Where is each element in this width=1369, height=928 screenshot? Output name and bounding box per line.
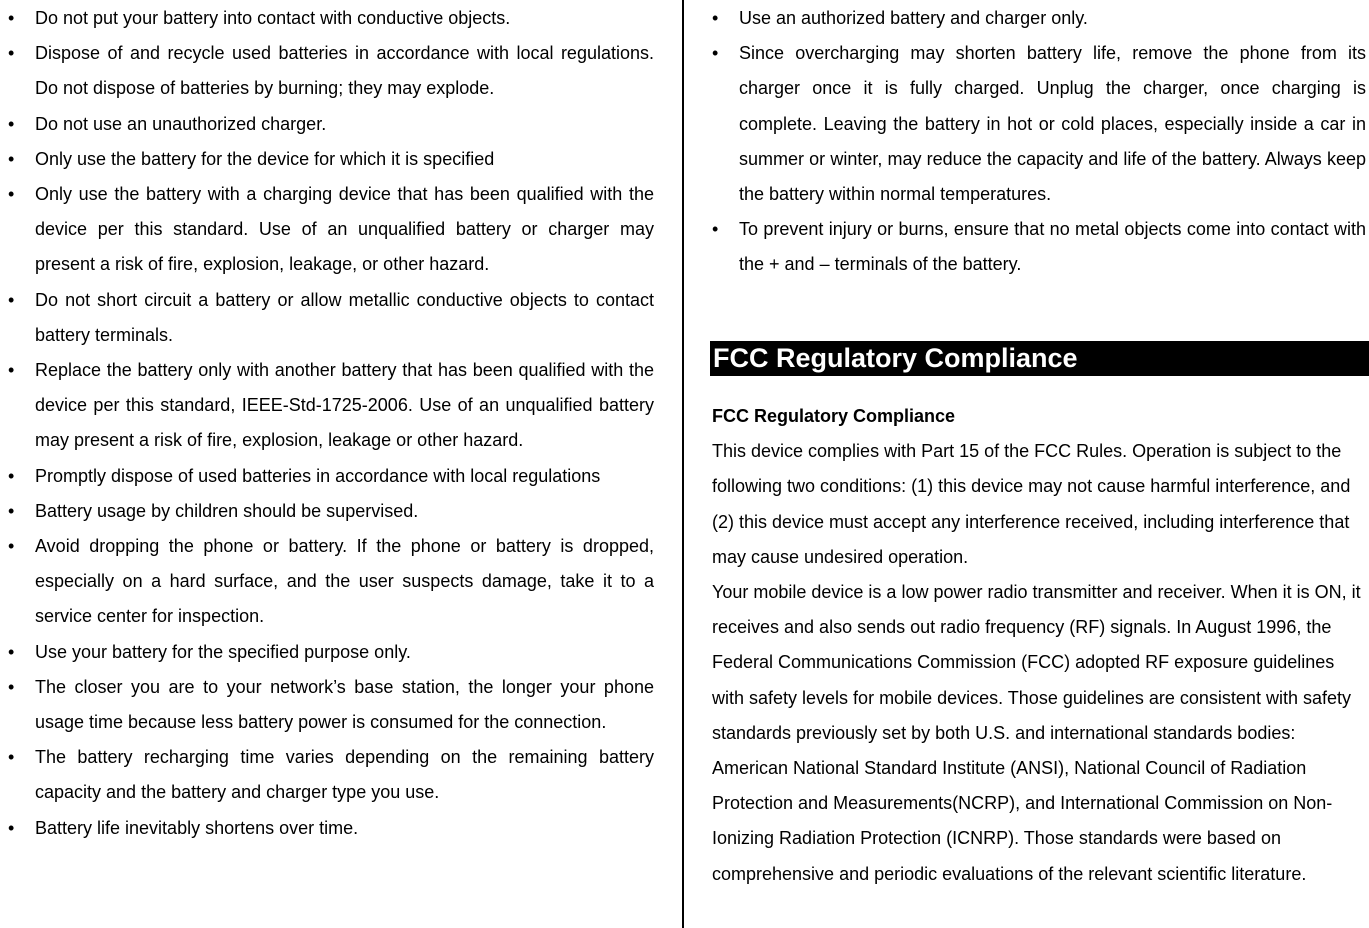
fcc-compliance-section: [712, 399, 1366, 892]
list-item: [8, 529, 654, 635]
list-item: [8, 283, 654, 353]
list-item: [8, 494, 654, 529]
column-divider: [682, 0, 684, 928]
bullet-icon: •: [8, 148, 15, 169]
fcc-paragraph-conditions: This device complies with Part 15 of the FCC Rules. Operation is subject to the following two conditions: (1) this device may not cause harmful interference, and (2) this device must accept any interference received, including interference that may cause undesired operation.: [712, 441, 1351, 567]
bullet-icon: •: [712, 43, 719, 64]
bullet-icon: •: [712, 219, 719, 240]
list-item-text: Battery life inevitably shortens over time.: [35, 817, 359, 838]
list-item-text: Use an authorized battery and charger only.: [739, 8, 1088, 28]
bullet-icon: •: [8, 8, 15, 28]
list-item: [8, 670, 654, 740]
list-item: [8, 142, 654, 177]
list-item-text: Do not put your battery into contact with conductive objects.: [35, 8, 511, 28]
bullet-icon: •: [8, 184, 15, 205]
list-item: [8, 107, 654, 142]
bullet-icon: •: [8, 43, 15, 64]
list-item-text: Only use the battery with a charging device that has been qualified with the device per this standard. Use of an unqualified battery or charger may present a risk of fire, explosion, leakage, or other hazard.: [35, 184, 654, 275]
bullet-icon: •: [8, 747, 15, 768]
list-item: [712, 36, 1366, 212]
list-item-text: Do not use an unauthorized charger.: [35, 113, 327, 134]
list-item-text: Only use the battery for the device for which it is specified: [35, 148, 495, 169]
bullet-icon: •: [712, 8, 719, 28]
list-item: [8, 177, 654, 283]
list-item: [712, 1, 1366, 36]
list-item-text: Do not short circuit a battery or allow metallic conductive objects to contact battery terminals.: [35, 289, 654, 345]
bullet-icon: •: [8, 676, 15, 697]
list-item: [8, 740, 654, 810]
list-item-text: The battery recharging time varies depending on the remaining battery capacity and the battery and charger type you use.: [35, 747, 654, 803]
bullet-icon: •: [8, 113, 15, 134]
bullet-icon: •: [8, 817, 15, 838]
list-item: [8, 811, 654, 846]
left-column: [8, 0, 654, 846]
list-item: [8, 635, 654, 670]
list-item-text: The closer you are to your network’s base station, the longer your phone usage time because less battery power is consumed for the connection.: [35, 676, 654, 733]
bullet-icon: •: [8, 360, 15, 381]
list-item-text: To prevent injury or burns, ensure that no metal objects come into contact with the + and – terminals of the battery.: [739, 219, 1366, 275]
section-title-bar: FCC Regulatory Compliance: [710, 341, 1369, 376]
list-item: [8, 353, 654, 459]
bullet-icon: •: [8, 641, 15, 662]
bullet-icon: •: [8, 500, 15, 521]
list-item-text: Since overcharging may shorten battery life, remove the phone from its charger once it is fully charged. Unplug the charger, once charging is complete. Leaving the battery in hot or cold places, especially inside a car in summer or winter, may reduce the capacity and life of the battery. Always keep the battery within normal temperatures.: [739, 43, 1366, 205]
fcc-subheading: FCC Regulatory Compliance: [712, 406, 956, 426]
list-item: [8, 459, 654, 494]
list-item-text: Promptly dispose of used batteries in accordance with local regulations: [35, 465, 601, 486]
bullet-icon: •: [8, 536, 15, 557]
list-item-text: Dispose of and recycle used batteries in accordance with local regulations. Do not dispose of batteries by burning; they may explode.: [35, 43, 654, 99]
list-item: [712, 212, 1366, 282]
list-item-text: Use your battery for the specified purpose only.: [35, 641, 411, 662]
bullet-icon: •: [8, 289, 15, 310]
list-item: [8, 1, 654, 36]
list-item-text: Battery usage by children should be supervised.: [35, 500, 419, 521]
battery-safety-list-right: [712, 1, 1366, 283]
list-item-text: Replace the battery only with another battery that has been qualified with the device per this standard, IEEE-Std-1725-2006. Use of an unqualified battery may present a risk of fire, explosion, leakage or other hazard.: [35, 360, 654, 451]
right-column: [712, 0, 1366, 283]
bullet-icon: •: [8, 465, 15, 486]
battery-safety-list-left: [8, 1, 654, 846]
fcc-paragraph-rf-exposure: Your mobile device is a low power radio transmitter and receiver. When it is ON, it receives and also sends out radio frequency (RF) signals. In August 1996, the Federal Communications Commission (FCC) adopted RF exposure guidelines with safety levels for mobile devices. Those guidelines are consistent with safety standards previously set by both U.S. and international standards bodies: American National Standard Institute (ANSI), National Council of Radiation Protection and Measurements(NCRP), and International Commission on Non-Ionizing Radiation Protection (ICNRP). Those standards were based on comprehensive and periodic evaluations of the relevant scientific literature.: [712, 582, 1361, 884]
list-item: [8, 36, 654, 106]
list-item-text: Avoid dropping the phone or battery. If the phone or battery is dropped, especially on a hard surface, and the user suspects damage, take it to a service center for inspection.: [35, 536, 654, 627]
